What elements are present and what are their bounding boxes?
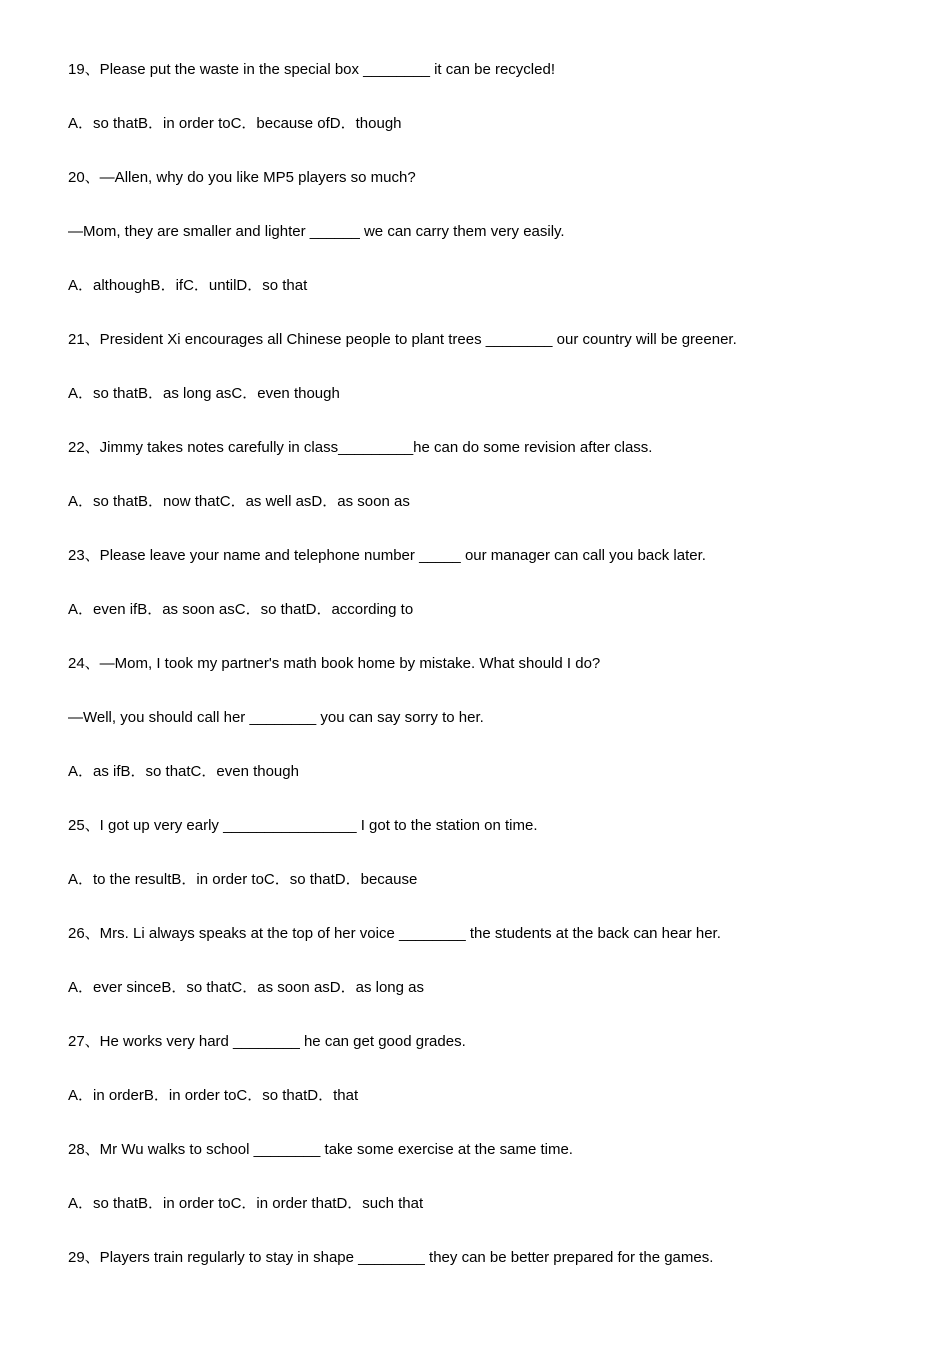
question-24: 24、—Mom, I took my partner's math book home by mistake. What should I do?	[68, 655, 601, 672]
question-23: 23、Please leave your name and telephone number _____ our manager can call you back later.	[68, 547, 706, 564]
question-28-options: A．so thatB．in order toC．in order thatD．such that	[68, 1195, 424, 1212]
question-24-reply: —Well, you should call her ________ you can say sorry to her.	[68, 709, 484, 726]
question-20: 20、—Allen, why do you like MP5 players so much?	[68, 169, 416, 186]
question-27-options: A．in orderB．in order toC．so thatD．that	[68, 1087, 359, 1104]
question-19-options: A．so thatB．in order toC．because ofD．though	[68, 115, 402, 132]
question-19: 19、Please put the waste in the special box ________ it can be recycled!	[68, 61, 555, 78]
question-26-options: A．ever sinceB．so thatC．as soon asD．as long as	[68, 979, 424, 996]
question-20-reply: —Mom, they are smaller and lighter ______ we can carry them very easily.	[68, 223, 565, 240]
question-24-options: A．as ifB．so thatC．even though	[68, 763, 299, 780]
question-21-options: A．so thatB．as long asC．even though	[68, 385, 340, 402]
question-25-options: A．to the resultB．in order toC．so thatD．because	[68, 871, 418, 888]
question-23-options: A．even ifB．as soon asC．so thatD．according to	[68, 601, 414, 618]
question-28: 28、Mr Wu walks to school ________ take some exercise at the same time.	[68, 1141, 573, 1158]
question-22: 22、Jimmy takes notes carefully in class_________he can do some revision after class.	[68, 439, 653, 456]
question-26: 26、Mrs. Li always speaks at the top of her voice ________ the students at the back can hear her.	[68, 925, 721, 942]
question-27: 27、He works very hard ________ he can get good grades.	[68, 1033, 466, 1050]
question-25: 25、I got up very early ________________ I got to the station on time.	[68, 817, 538, 834]
question-22-options: A．so thatB．now thatC．as well asD．as soon as	[68, 493, 410, 510]
question-21: 21、President Xi encourages all Chinese people to plant trees ________ our country will be greener.	[68, 331, 737, 348]
question-29: 29、Players train regularly to stay in shape ________ they can be better prepared for the games.	[68, 1249, 714, 1266]
question-20-options: A．althoughB．ifC．untilD．so that	[68, 277, 308, 294]
